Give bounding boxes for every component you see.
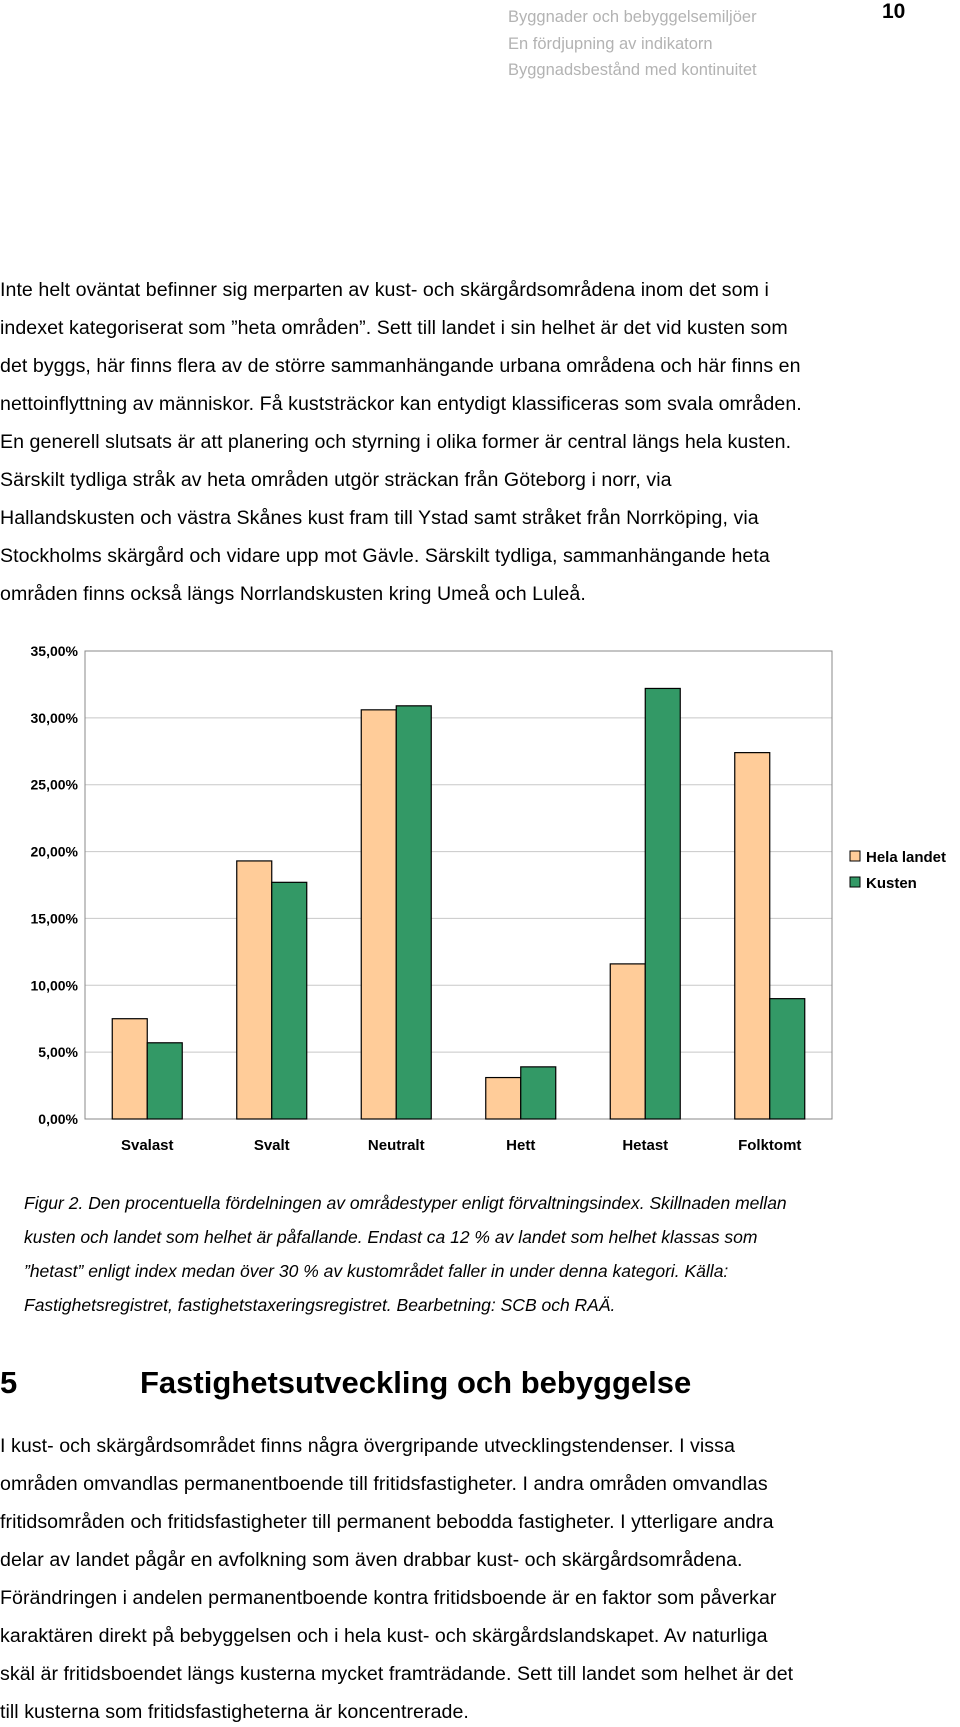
text-line: Hallandskusten och västra Skånes kust fram till Ystad samt stråket från Norrköping, via <box>0 507 759 529</box>
caption-line: Figur 2. Den procentuella fördelningen av områdestyper enligt förvaltningsindex. Skillnaden mellan <box>24 1193 787 1213</box>
bar-kusten <box>645 688 680 1119</box>
text-line: områden finns också längs Norrlandskusten kring Umeå och Luleå. <box>0 583 586 605</box>
bar-hela-landet <box>361 710 396 1119</box>
y-tick-label: 35,00% <box>30 643 78 659</box>
legend-label: Hela landet <box>866 849 947 866</box>
text-line: Inte helt oväntat befinner sig merparten av kust- och skärgårdsområdena inom det som i <box>0 279 769 301</box>
chart-bars <box>112 688 805 1119</box>
text-line: I kust- och skärgårdsområdet finns några övergripande utvecklingstendenser. I vissa <box>0 1435 735 1457</box>
section-title: Fastighetsutveckling och bebyggelse <box>140 1365 692 1400</box>
bar-hela-landet <box>237 861 272 1119</box>
text-line: nettoinflyttning av människor. Få kuststräckor kan entydigt klassificeras som svala områden. <box>0 393 802 415</box>
bar-chart <box>0 640 960 1160</box>
x-tick-label: Hett <box>506 1137 536 1154</box>
text-line: indexet kategoriserat som ”heta områden”. Sett till landet i sin helhet är det vid kusten som <box>0 317 788 339</box>
header-line: Byggnadsbestånd med kontinuitet <box>508 61 757 79</box>
text-line: områden omvandlas permanentboende till fritidsfastigheter. I andra områden omvandlas <box>0 1473 768 1495</box>
text-line: fritidsområden och fritidsfastigheter till permanent bebodda fastigheter. I ytterligare andra <box>0 1511 774 1533</box>
text-line: Stockholms skärgård och vidare upp mot Gävle. Särskilt tydliga, sammanhängande heta <box>0 545 770 567</box>
header-line: Byggnader och bebyggelsemiljöer <box>508 8 757 26</box>
y-tick-label: 0,00% <box>38 1111 78 1127</box>
text-line: det byggs, här finns flera av de större sammanhängande urbana områdena och här finns en <box>0 355 801 377</box>
y-tick-label: 10,00% <box>30 977 78 994</box>
bar-kusten <box>770 999 805 1119</box>
caption-line: kusten och landet som helhet är påfallande. Endast ca 12 % av landet som helhet klassas som <box>24 1227 758 1247</box>
legend-swatch <box>850 877 860 887</box>
x-tick-label: Hetast <box>622 1137 669 1154</box>
x-tick-label: Svalast <box>120 1137 174 1154</box>
y-tick-label: 30,00% <box>30 709 78 726</box>
bar-kusten <box>272 882 307 1119</box>
legend-swatch <box>850 851 860 861</box>
body-paragraph-1 <box>0 271 960 613</box>
text-line: delar av landet pågår en avfolkning som även drabbar kust- och skärgårdsområdena. <box>0 1549 743 1571</box>
y-tick-label: 5,00% <box>38 1044 78 1061</box>
text-line: till kusterna som fritidsfastigheterna är koncentrerade. <box>0 1701 469 1723</box>
y-tick-label: 25,00% <box>30 776 78 793</box>
plot-area-frame <box>85 651 832 1119</box>
y-tick-label: 20,00% <box>30 843 78 860</box>
figure-caption <box>24 1186 954 1322</box>
chart-y-tick-labels <box>31 643 79 1127</box>
x-tick-label: Folktomt <box>738 1137 802 1154</box>
text-line: Särskilt tydliga stråk av heta områden utgör sträckan från Göteborg i norr, via <box>0 469 672 491</box>
legend-label: Kusten <box>866 875 917 892</box>
bar-kusten <box>147 1043 182 1119</box>
bar-kusten <box>521 1067 556 1119</box>
y-tick-label: 15,00% <box>30 910 78 927</box>
header-line: En fördjupning av indikatorn <box>508 34 713 53</box>
section-number: 5 <box>0 1365 18 1400</box>
chart-x-tick-labels <box>121 1137 801 1154</box>
body-paragraph-2 <box>0 1427 960 1727</box>
caption-line: Fastighetsregistret, fastighetstaxeringsregistret. Bearbetning: SCB och RAÄ. <box>24 1295 616 1315</box>
text-line: En generell slutsats är att planering och styrning i olika former är central längs hela kusten. <box>0 431 792 453</box>
page-number: 10 <box>882 0 906 23</box>
text-line: karaktären direkt på bebyggelsen och i hela kust- och skärgårdslandskapet. Av naturliga <box>0 1625 768 1647</box>
bar-hela-landet <box>735 753 770 1119</box>
bar-hela-landet <box>486 1078 521 1119</box>
bar-hela-landet <box>112 1019 147 1119</box>
running-header <box>508 4 757 84</box>
text-line: Förändringen i andelen permanentboende kontra fritidsboende är en faktor som påverkar <box>0 1587 777 1609</box>
caption-line: ”hetast” enligt index medan över 30 % av kustområdet faller in under denna kategori. Källa: <box>24 1261 729 1281</box>
bar-kusten <box>396 706 431 1119</box>
chart-legend <box>850 849 946 892</box>
text-line: skäl är fritidsboendet längs kusterna mycket framträdande. Sett till landet som helhet är det <box>0 1663 794 1685</box>
chart-gridlines <box>85 651 832 1119</box>
bar-hela-landet <box>610 964 645 1119</box>
x-tick-label: Svalt <box>253 1137 290 1154</box>
x-tick-label: Neutralt <box>367 1137 425 1154</box>
